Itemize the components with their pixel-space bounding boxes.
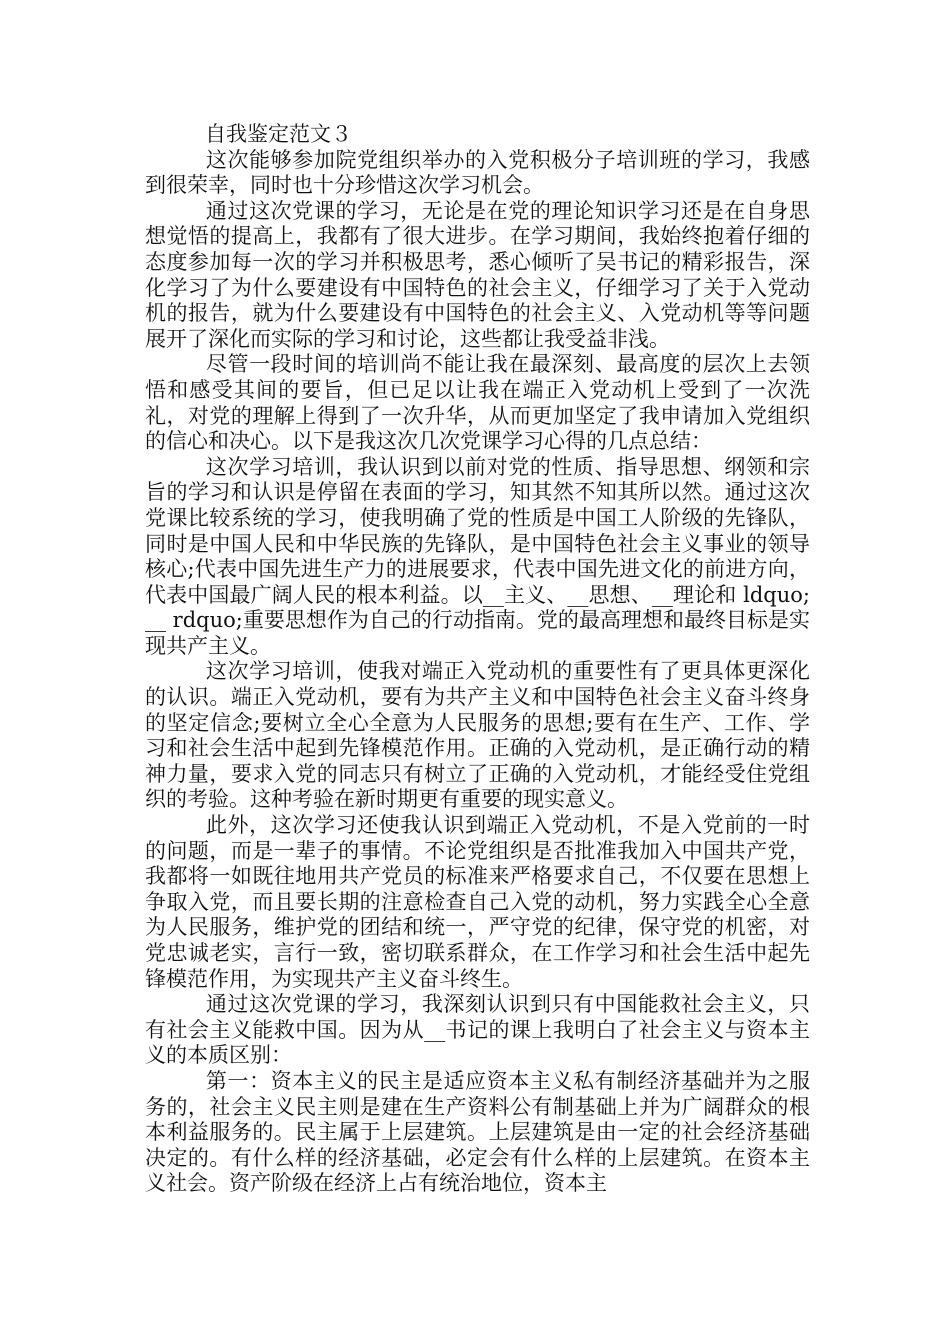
paragraph: 尽管一段时间的培训尚不能让我在最深刻、最高度的层次上去领悟和感受其间的要旨，但已足以让我在端正入党动机上受到了一次洗礼，对党的理解上得到了一次升华，从而更加坚定了我申请加入党组织的信心和决心。以下是我这次几次党课学习心得的几点总结： [145,352,810,454]
document-body [145,122,810,1197]
paragraph: 此外，这次学习还使我认识到端正入党动机，不是入党前的一时的问题，而是一辈子的事情。不论党组织是否批准我加入中国共产党，我都将一如既往地用共产党员的标准来严格要求自己，不仅要在思想上争取入党，而且要长期的注意检查自己入党的动机，努力实践全心全意为人民服务，维护党的团结和统一，严守党的纪律，保守党的机密，对党忠诚老实，言行一致，密切联系群众，在工作学习和社会生活中起先锋模范作用，为实现共产主义奋斗终生。 [145,813,810,991]
paragraph: 这次学习培训，使我对端正入党动机的重要性有了更具体更深化的认识。端正入党动机，要有为共产主义和中国特色社会主义奋斗终身的坚定信念;要树立全心全意为人民服务的思想;要有在生产、工作、学习和社会生活中起到先锋模范作用。正确的入党动机，是正确行动的精神力量，要求入党的同志只有树立了正确的入党动机，才能经受住党组织的考验。这种考验在新时期更有重要的现实意义。 [145,659,810,812]
paragraph: 这次能够参加院党组织举办的入党积极分子培训班的学习，我感到很荣幸，同时也十分珍惜这次学习机会。 [145,147,810,198]
paragraph: 通过这次党课的学习，无论是在党的理论知识学习还是在自身思想觉悟的提高上，我都有了很大进步。在学习期间，我始终抱着仔细的态度参加每一次的学习并积极思考，悉心倾听了吴书记的精彩报告，深化学习了为什么要建设有中国特色的社会主义，仔细学习了关于入党动机的报告，就为什么要建设有中国特色的社会主义、入党动机等等问题展开了深化而实际的学习和讨论，这些都让我受益非浅。 [145,198,810,351]
paragraph: 这次学习培训，我认识到以前对党的性质、指导思想、纲领和宗旨的学习和认识是停留在表面的学习，知其然不知其所以然。通过这次党课比较系统的学习，使我明确了党的性质是中国工人阶级的先锋队，同时是中国人民和中华民族的先锋队，是中国特色社会主义事业的领导核心;代表中国先进生产力的进展要求，代表中国先进文化的前进方向，代表中国最广阔人民的根本利益。以__主义、__思想、__理论和 ldquo;__ rdquo;重要思想作为自己的行动指南。党的最高理想和最终目标是实现共产主义。 [145,454,810,658]
paragraph: 第一：资本主义的民主是适应资本主义私有制经济基础并为之服务的，社会主义民主则是建在生产资料公有制基础上并为广阔群众的根本利益服务的。民主属于上层建筑。上层建筑是由一定的社会经济基础决定的。有什么样的经济基础，必定会有什么样的上层建筑。在资本主义社会。资产阶级在经济上占有统治地位，资本主 [145,1068,810,1196]
document-title: 自我鉴定范文３ [205,122,352,146]
paragraph: 通过这次党课的学习，我深刻认识到只有中国能救社会主义，只有社会主义能救中国。因为从__书记的课上我明白了社会主义与资本主义的本质区别： [145,992,810,1068]
